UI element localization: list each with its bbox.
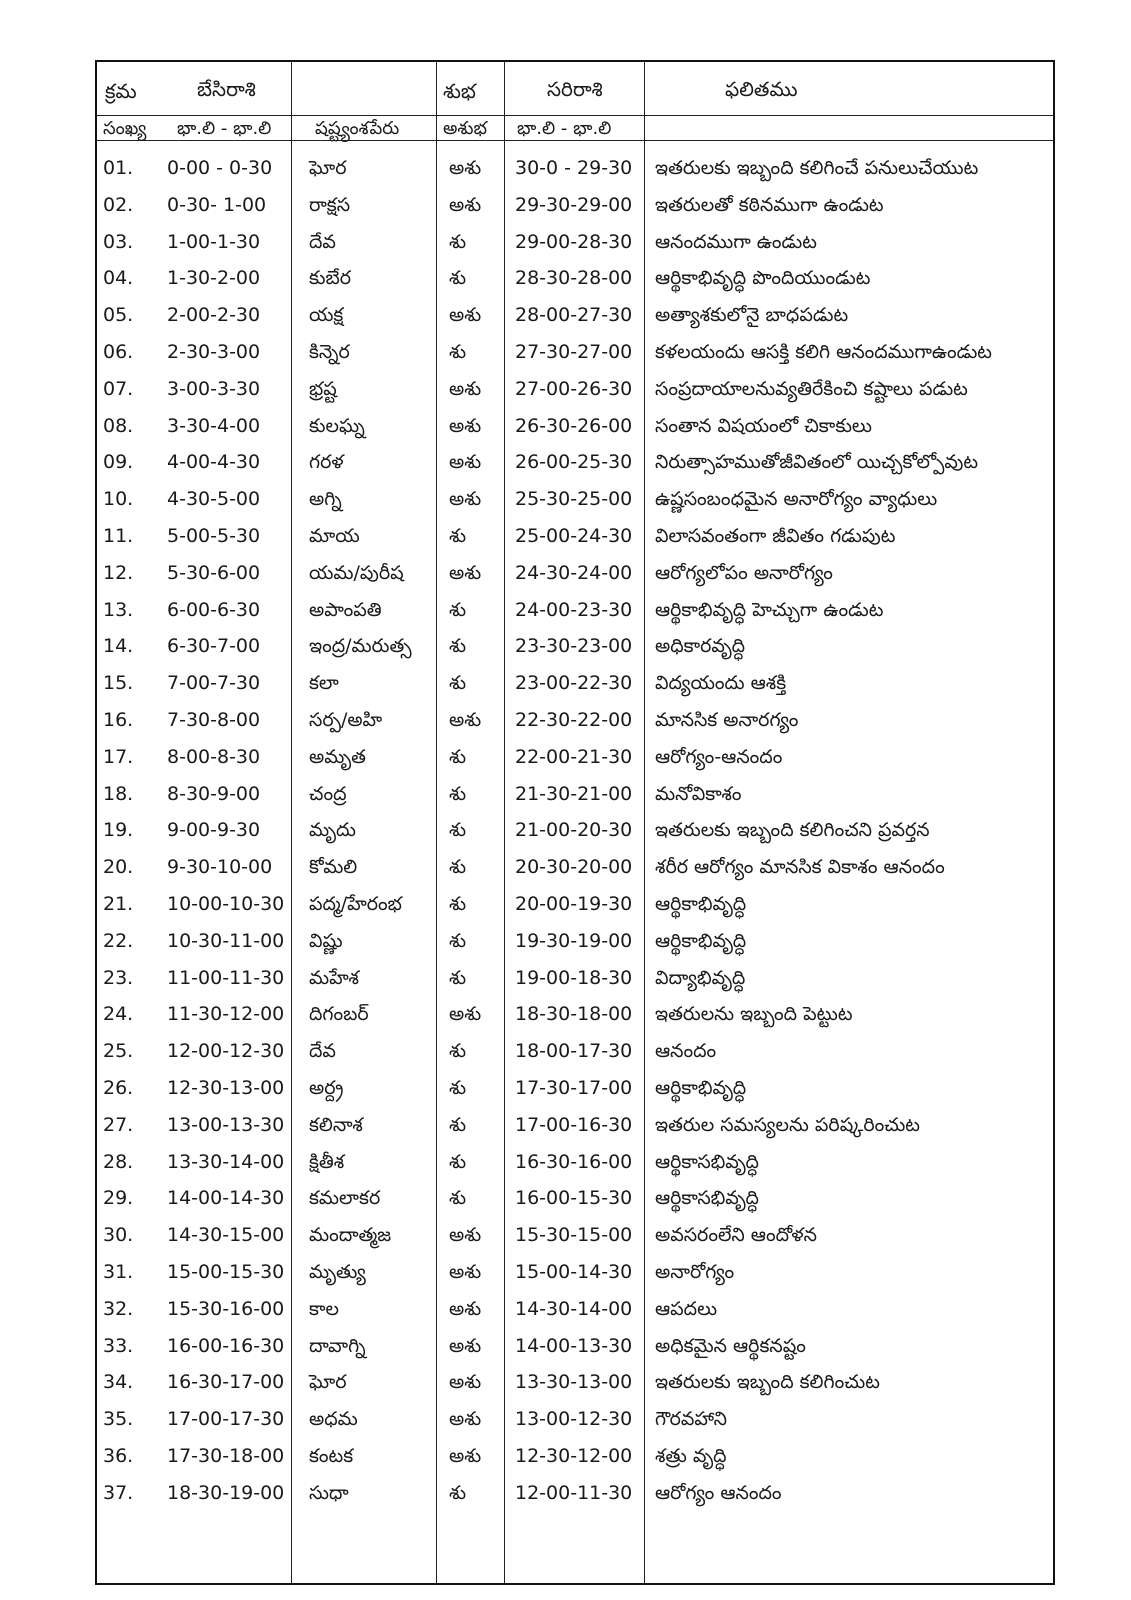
- shashtyamsa-name: ఘోర: [309, 1371, 347, 1394]
- besi-range: 11-30-12-00: [167, 1003, 285, 1026]
- besi-range: 10-00-10-30: [167, 893, 285, 915]
- sari-range: 22-00-21-30: [515, 745, 633, 768]
- shashtyamsa-name: మాయ: [309, 525, 360, 547]
- besi-range: 16-30-17-00: [167, 1371, 285, 1394]
- row-number: 32.: [103, 1297, 134, 1320]
- row-number: 21.: [103, 893, 134, 915]
- besi-range: 11-00-11-30: [167, 966, 285, 989]
- subha-asubha: అశు: [449, 193, 482, 216]
- table-row: [97, 1180, 1053, 1216]
- shashtyamsa-name: దావాగ్ని: [309, 1334, 366, 1357]
- shashtyamsa-name: ఘోర: [309, 157, 347, 179]
- phalitamu: ఆర్థికాభివృద్ధి: [655, 929, 747, 952]
- sari-range: 28-30-28-00: [515, 267, 633, 290]
- row-number: 23.: [103, 966, 134, 989]
- besi-range: 18-30-19-00: [167, 1481, 285, 1504]
- row-number: 22.: [103, 929, 134, 952]
- table-row: [97, 1144, 1053, 1180]
- subha-asubha: అశు: [449, 1408, 482, 1431]
- subha-asubha: అశు: [449, 1371, 482, 1394]
- phalitamu: అత్యాశకులోనై బాధపడుట: [655, 304, 849, 327]
- row-number: 01.: [103, 157, 134, 179]
- phalitamu: ఇతరులకు ఇబ్బంది కలిగించని ప్రవర్తన: [655, 819, 930, 842]
- shashtyamsa-name: అమృత: [309, 745, 366, 768]
- sari-range: 13-00-12-30: [515, 1408, 633, 1431]
- sari-range: 17-00-16-30: [515, 1113, 633, 1136]
- besi-range: 15-30-16-00: [167, 1297, 285, 1320]
- besi-range: 4-00-4-30: [167, 451, 261, 474]
- subheader-shashtyamsa: షష్ట్యంశపేరు: [315, 118, 400, 139]
- shashtyamsa-name: అర్ద్ర: [309, 1077, 344, 1099]
- subha-asubha: శు: [449, 966, 467, 989]
- table-row: [97, 518, 1053, 554]
- shashtyamsa-name: మహేశ: [309, 966, 359, 989]
- row-number: 29.: [103, 1187, 134, 1210]
- row-number: 14.: [103, 635, 134, 658]
- sari-range: 19-00-18-30: [515, 966, 633, 989]
- shashtyamsa-name: దిగంబర్: [309, 1003, 369, 1026]
- subha-asubha: శు: [449, 635, 467, 658]
- row-number: 12.: [103, 561, 134, 584]
- row-number: 28.: [103, 1150, 134, 1173]
- besi-range: 1-30-2-00: [167, 267, 261, 290]
- besi-range: 0-00 - 0-30: [167, 157, 273, 179]
- sari-range: 25-30-25-00: [515, 488, 633, 511]
- sari-range: 24-00-23-30: [515, 598, 633, 621]
- sari-range: 21-30-21-00: [515, 782, 633, 805]
- row-number: 09.: [103, 451, 134, 474]
- shashtyamsa-name: మృత్యు: [309, 1261, 366, 1283]
- shashtyamsa-name: పద్మ/హేరంభ: [309, 893, 402, 915]
- table-row: [97, 1401, 1053, 1437]
- besi-range: 2-00-2-30: [167, 304, 261, 327]
- shashtyamsa-name: కంటక: [309, 1445, 354, 1467]
- sari-range: 16-30-16-00: [515, 1150, 633, 1173]
- table-row: [97, 187, 1053, 223]
- row-number: 20.: [103, 856, 134, 879]
- phalitamu: ఆర్థికాభివృద్ధి: [655, 1077, 747, 1099]
- table-row: [97, 923, 1053, 959]
- phalitamu: సంప్రదాయాలనువ్యతిరేకించి కష్టాలు పడుట: [655, 377, 968, 400]
- row-number: 07.: [103, 377, 134, 400]
- besi-range: 5-30-6-00: [167, 561, 261, 584]
- besi-range: 12-00-12-30: [167, 1040, 285, 1063]
- row-number: 30.: [103, 1224, 134, 1247]
- besi-range: 15-00-15-30: [167, 1261, 285, 1283]
- sari-range: 26-00-25-30: [515, 451, 633, 474]
- subha-asubha: అశు: [449, 304, 482, 327]
- sari-range: 14-30-14-00: [515, 1297, 633, 1320]
- subha-asubha: శు: [449, 929, 467, 952]
- besi-range: 6-30-7-00: [167, 635, 261, 658]
- sari-range: 20-30-20-00: [515, 856, 633, 879]
- row-number: 34.: [103, 1371, 134, 1394]
- sari-range: 18-30-18-00: [515, 1003, 633, 1026]
- phalitamu: ఇతరుల సమస్యలను పరిష్కరించుట: [655, 1113, 920, 1136]
- shashtyamsa-name: విష్ణు: [309, 929, 343, 952]
- row-number: 35.: [103, 1408, 134, 1431]
- subha-asubha: శు: [449, 856, 467, 879]
- shashtyamsa-name: దేవ: [309, 1040, 336, 1063]
- sari-range: 23-00-22-30: [515, 672, 633, 695]
- subha-asubha: శు: [449, 341, 467, 363]
- row-number: 10.: [103, 488, 134, 511]
- besi-range: 12-30-13-00: [167, 1077, 285, 1099]
- table-row: [97, 996, 1053, 1032]
- besi-range: 4-30-5-00: [167, 488, 261, 511]
- phalitamu: ఆర్థికాభివృద్ధి పొందియుండుట: [655, 267, 871, 290]
- besi-range: 7-00-7-30: [167, 672, 261, 695]
- row-number: 26.: [103, 1077, 134, 1099]
- phalitamu: అవసరంలేని ఆందోళన: [655, 1224, 817, 1247]
- phalitamu: అధికమైన ఆర్థికనష్టం: [655, 1334, 806, 1357]
- sari-range: 27-30-27-00: [515, 341, 633, 363]
- shashtyamsa-name: మృదు: [309, 819, 356, 842]
- table-row: [97, 481, 1053, 517]
- sari-range: 17-30-17-00: [515, 1077, 633, 1099]
- table-row: [97, 1364, 1053, 1400]
- table-row: [97, 592, 1053, 628]
- subha-asubha: అశు: [449, 1224, 482, 1247]
- subha-asubha: శు: [449, 598, 467, 621]
- subha-asubha: అశు: [449, 1003, 482, 1026]
- row-number: 05.: [103, 304, 134, 327]
- besi-range: 3-30-4-00: [167, 414, 261, 437]
- shashtyamsa-name: కలినాశ: [309, 1113, 363, 1136]
- table-row: [97, 1107, 1053, 1143]
- subha-asubha: అశు: [449, 451, 482, 474]
- besi-range: 2-30-3-00: [167, 341, 261, 363]
- table-row: [97, 812, 1053, 848]
- shashtyamsa-name: కుబేర: [309, 267, 352, 290]
- subha-asubha: అశు: [449, 157, 482, 179]
- sari-range: 23-30-23-00: [515, 635, 633, 658]
- row-number: 13.: [103, 598, 134, 621]
- besi-range: 14-30-15-00: [167, 1224, 285, 1247]
- shashtyamsa-name: కమలాకర: [309, 1187, 381, 1210]
- shashtyamsa-name: అగ్ని: [309, 488, 342, 511]
- phalitamu: ఇతరులను ఇబ్బంది పెట్టుట: [655, 1003, 853, 1026]
- phalitamu: కళలయందు ఆసక్తి కలిగి ఆనందముగాఉండుట: [655, 341, 992, 363]
- row-number: 18.: [103, 782, 134, 805]
- phalitamu: ఇతరులకు ఇబ్బంది కలిగించే పనులుచేయుట: [655, 157, 979, 179]
- shashtyamsa-name: చంద్ర: [309, 782, 347, 805]
- shashtyamsa-name: యమ/పురీష: [309, 561, 404, 584]
- header-subha: శుభ: [443, 79, 476, 103]
- subha-asubha: అశు: [449, 1334, 482, 1357]
- table-row: [97, 1475, 1053, 1511]
- sari-range: 14-00-13-30: [515, 1334, 633, 1357]
- subha-asubha: అశు: [449, 1297, 482, 1320]
- shashtyamsa-name: మందాత్మజ: [309, 1224, 392, 1247]
- besi-range: 16-00-16-30: [167, 1334, 285, 1357]
- table-row: [97, 260, 1053, 296]
- table-row: [97, 739, 1053, 775]
- subha-asubha: శు: [449, 819, 467, 842]
- sari-range: 13-30-13-00: [515, 1371, 633, 1394]
- subha-asubha: అశు: [449, 709, 482, 731]
- table-row: [97, 849, 1053, 885]
- besi-range: 8-00-8-30: [167, 745, 261, 768]
- shashtyamsa-name: కులఘ్న: [309, 414, 365, 437]
- phalitamu: ఆర్థికాసభివృద్ధి: [655, 1187, 759, 1210]
- phalitamu: శరీర ఆరోగ్యం మానసిక వికాశం ఆనందం: [655, 856, 945, 879]
- shashtyamsa-name: ఇంద్ర/మరుత్స: [309, 635, 412, 658]
- shashtyamsa-name: కిన్నెర: [309, 341, 350, 363]
- sari-range: 19-30-19-00: [515, 929, 633, 952]
- sari-range: 27-00-26-30: [515, 377, 633, 400]
- besi-range: 6-00-6-30: [167, 598, 261, 621]
- table-row: [97, 224, 1053, 260]
- subha-asubha: శు: [449, 230, 467, 253]
- row-number: 33.: [103, 1334, 134, 1357]
- shashtyamsa-name: యక్ష: [309, 304, 344, 327]
- phalitamu: ఆపదలు: [655, 1297, 718, 1320]
- table-row: [97, 1291, 1053, 1327]
- row-number: 37.: [103, 1481, 134, 1504]
- phalitamu: నిరుత్సాహముతోజీవితంలో యిచ్చకోల్పోవుట: [655, 451, 978, 474]
- shashtyamsa-name: రాక్షస: [309, 193, 351, 216]
- table-row: [97, 1254, 1053, 1290]
- row-number: 27.: [103, 1113, 134, 1136]
- besi-range: 7-30-8-00: [167, 709, 261, 731]
- phalitamu: ఆర్థికాసభివృద్ధి: [655, 1150, 759, 1173]
- subha-asubha: శు: [449, 1150, 467, 1173]
- header-krama: క్రమ: [105, 79, 137, 103]
- shashtyamsa-name: కలా: [309, 672, 339, 695]
- subha-asubha: శు: [449, 1040, 467, 1063]
- sari-range: 29-00-28-30: [515, 230, 633, 253]
- sari-range: 15-30-15-00: [515, 1224, 633, 1247]
- subha-asubha: శు: [449, 672, 467, 695]
- phalitamu: ఆనందం: [655, 1040, 717, 1063]
- besi-range: 14-00-14-30: [167, 1187, 285, 1210]
- sari-range: 28-00-27-30: [515, 304, 633, 327]
- row-number: 03.: [103, 230, 134, 253]
- phalitamu: ఉష్ణసంబంధమైన అనారోగ్యం వ్యాధులు: [655, 488, 938, 511]
- sari-range: 30-0 - 29-30: [515, 157, 633, 179]
- besi-range: 9-30-10-00: [167, 856, 273, 879]
- table-row: [97, 408, 1053, 444]
- phalitamu: అధికారవృద్ధి: [655, 635, 746, 658]
- table-row: [97, 628, 1053, 664]
- table-row: [97, 444, 1053, 480]
- table-row: [97, 371, 1053, 407]
- shashtyamsa-name: కోమలి: [309, 856, 358, 879]
- sari-range: 26-30-26-00: [515, 414, 633, 437]
- besi-range: 3-00-3-30: [167, 377, 261, 400]
- table-row: [97, 150, 1053, 186]
- row-number: 24.: [103, 1003, 134, 1026]
- shashtyamsa-name: అధమ: [309, 1408, 358, 1431]
- sari-range: 21-00-20-30: [515, 819, 633, 842]
- besi-range: 9-00-9-30: [167, 819, 261, 842]
- besi-range: 10-30-11-00: [167, 929, 285, 952]
- besi-range: 5-00-5-30: [167, 525, 261, 547]
- besi-range: 13-30-14-00: [167, 1150, 285, 1173]
- phalitamu: అనారోగ్యం: [655, 1261, 735, 1283]
- subha-asubha: శు: [449, 1187, 467, 1210]
- phalitamu: ఇతరులకు ఇబ్బంది కలిగించుట: [655, 1371, 880, 1394]
- shashtyamsa-name: కాల: [309, 1297, 339, 1320]
- header-besi-rasi: బేసిరాశి: [197, 77, 256, 101]
- shashtyamsa-name: భ్రష్ట: [309, 377, 337, 400]
- table-row: [97, 1217, 1053, 1253]
- row-number: 08.: [103, 414, 134, 437]
- sari-range: 29-30-29-00: [515, 193, 633, 216]
- subha-asubha: శు: [449, 267, 467, 290]
- sari-range: 12-30-12-00: [515, 1445, 633, 1467]
- subha-asubha: శు: [449, 1077, 467, 1099]
- besi-range: 17-30-18-00: [167, 1445, 285, 1467]
- subha-asubha: శు: [449, 525, 467, 547]
- besi-range: 17-00-17-30: [167, 1408, 285, 1431]
- table-row: [97, 1328, 1053, 1364]
- row-number: 15.: [103, 672, 134, 695]
- row-number: 17.: [103, 745, 134, 768]
- sari-range: 20-00-19-30: [515, 893, 633, 915]
- shashtyamsa-name: సుధా: [309, 1481, 349, 1504]
- subheader-sari-range: భా.లి - భా.లి: [517, 118, 612, 139]
- phalitamu: మానసిక అనారగ్యం: [655, 709, 799, 731]
- subha-asubha: అశు: [449, 561, 482, 584]
- sari-range: 16-00-15-30: [515, 1187, 633, 1210]
- phalitamu: ఆర్థికాభివృద్ధి: [655, 893, 747, 915]
- subha-asubha: అశు: [449, 1261, 482, 1283]
- phalitamu: ఆరోగ్యం ఆనందం: [655, 1481, 782, 1504]
- phalitamu: ఆర్థికాభివృద్ధి హెచ్చుగా ఉండుట: [655, 598, 884, 621]
- phalitamu: ఇతరులతో కఠినముగా ఉండుట: [655, 193, 884, 216]
- subha-asubha: అశు: [449, 1445, 482, 1467]
- phalitamu: ఆరోగ్యలోపం అనారోగ్యం: [655, 561, 833, 584]
- sari-range: 22-30-22-00: [515, 709, 633, 731]
- subheader-sankhya: సంఖ్య: [103, 118, 147, 139]
- row-number: 11.: [103, 525, 134, 547]
- phalitamu: సంతాన విషయంలో చికాకులు: [655, 414, 872, 437]
- table-row: [97, 776, 1053, 812]
- besi-range: 8-30-9-00: [167, 782, 261, 805]
- subheader-besi-range: భా.లి - భా.లి: [177, 118, 272, 139]
- shashtyamsa-name: అపాంపతి: [309, 598, 382, 621]
- sari-range: 15-00-14-30: [515, 1261, 633, 1283]
- phalitamu: విద్యయందు ఆశక్తి: [655, 672, 787, 695]
- subha-asubha: శు: [449, 782, 467, 805]
- phalitamu: ఆనందముగా ఉండుట: [655, 230, 817, 253]
- row-number: 25.: [103, 1040, 134, 1063]
- sari-range: 12-00-11-30: [515, 1481, 633, 1504]
- table-row: [97, 1033, 1053, 1069]
- row-number: 04.: [103, 267, 134, 290]
- phalitamu: శత్రు వృద్ధి: [655, 1445, 727, 1467]
- sari-range: 18-00-17-30: [515, 1040, 633, 1063]
- header-sari-rasi: సరిరాశి: [547, 77, 603, 101]
- subha-asubha: అశు: [449, 377, 482, 400]
- shashtyamsa-name: దేవ: [309, 230, 336, 253]
- shashtyamsa-name: గరళ: [309, 451, 344, 474]
- sari-range: 24-30-24-00: [515, 561, 633, 584]
- phalitamu: ఆరోగ్యం-ఆనందం: [655, 745, 783, 768]
- besi-range: 1-00-1-30: [167, 230, 261, 253]
- table-row: [97, 886, 1053, 922]
- table-row: [97, 665, 1053, 701]
- subheader-asubha: అశుభ: [443, 118, 488, 139]
- table-row: [97, 334, 1053, 370]
- phalitamu: విలాసవంతంగా జీవితం గడుపుట: [655, 525, 896, 547]
- shashtyamsa-name: క్షితీశ: [309, 1150, 345, 1173]
- header-phalitamu: ఫలితము: [725, 77, 798, 101]
- header-divider: [97, 115, 1053, 116]
- besi-range: 13-00-13-30: [167, 1113, 285, 1136]
- table-row: [97, 297, 1053, 333]
- table-row: [97, 1438, 1053, 1474]
- table-row: [97, 1070, 1053, 1106]
- row-number: 06.: [103, 341, 134, 363]
- phalitamu: విద్యాభివృద్ధి: [655, 966, 746, 989]
- subha-asubha: శు: [449, 1481, 467, 1504]
- phalitamu: మనోవికాశం: [655, 782, 742, 805]
- table-row: [97, 702, 1053, 738]
- table-row: [97, 555, 1053, 591]
- sari-range: 25-00-24-30: [515, 525, 633, 547]
- phalitamu: గౌరవహాని: [655, 1408, 727, 1431]
- subha-asubha: శు: [449, 1113, 467, 1136]
- subha-asubha: అశు: [449, 414, 482, 437]
- row-number: 19.: [103, 819, 134, 842]
- row-number: 31.: [103, 1261, 134, 1283]
- subha-asubha: అశు: [449, 488, 482, 511]
- besi-range: 0-30- 1-00: [167, 193, 267, 216]
- subha-asubha: శు: [449, 893, 467, 915]
- table-row: [97, 960, 1053, 996]
- row-number: 16.: [103, 709, 134, 731]
- row-number: 36.: [103, 1445, 134, 1467]
- subha-asubha: శు: [449, 745, 467, 768]
- row-number: 02.: [103, 193, 134, 216]
- shashtyamsa-name: సర్ప/అహి: [309, 709, 383, 731]
- shashtyamsa-table: [95, 60, 1055, 1585]
